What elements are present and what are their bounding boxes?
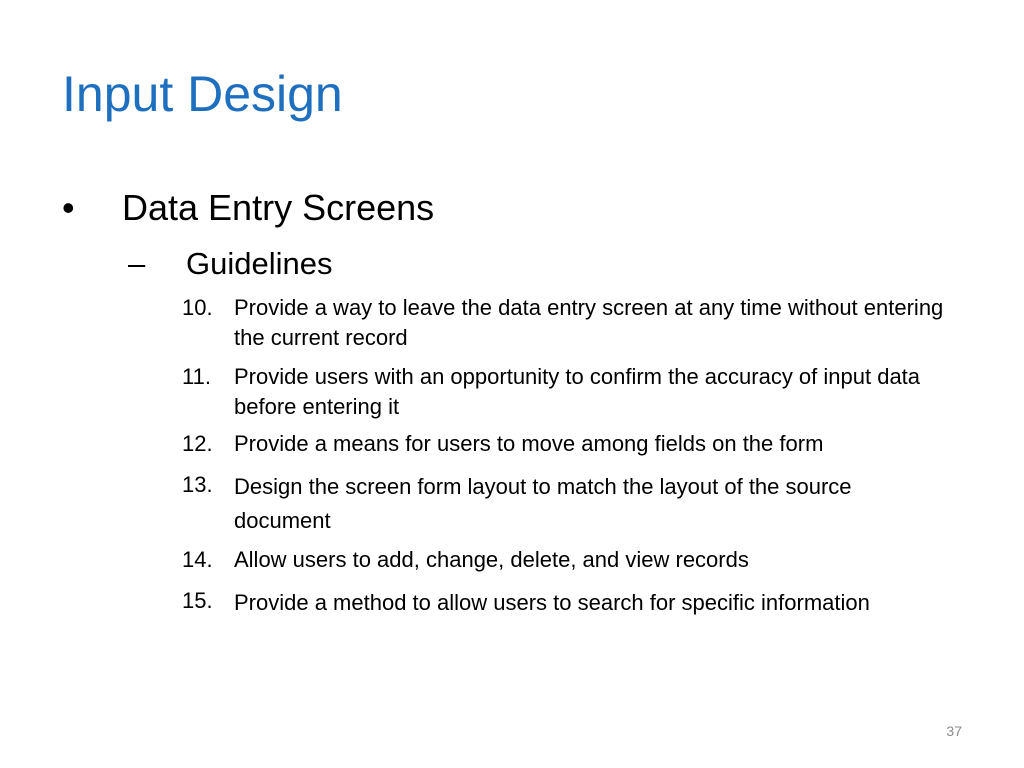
list-item-text: Allow users to add, change, delete, and view records [234, 547, 749, 572]
bullet-icon: • [62, 187, 75, 228]
list-item-text: Design the screen form layout to match the layout of the source document [234, 474, 852, 533]
slide-title: Input Design [62, 66, 343, 122]
list-item-number: 15. [182, 588, 213, 613]
list-item-text: Provide a means for users to move among fields on the form [234, 431, 824, 456]
dash-icon: – [128, 246, 146, 281]
list-item-number: 14. [182, 547, 213, 572]
page-number: 37 [946, 723, 962, 739]
list-item-text: Provide a method to allow users to search for specific information [234, 590, 870, 615]
list-item-text: Provide users with an opportunity to confirm the accuracy of input data before entering it [234, 364, 921, 419]
sub-bullet-text: Guidelines [186, 246, 333, 281]
list-item-number: 11. [182, 364, 211, 389]
list-item-number: 13. [182, 472, 213, 497]
list-item-number: 12. [182, 431, 213, 456]
list-item-text: Provide a way to leave the data entry screen at any time without entering the current record [234, 295, 944, 350]
bullet-text: Data Entry Screens [122, 187, 435, 228]
list-item-number: 10. [182, 295, 213, 320]
